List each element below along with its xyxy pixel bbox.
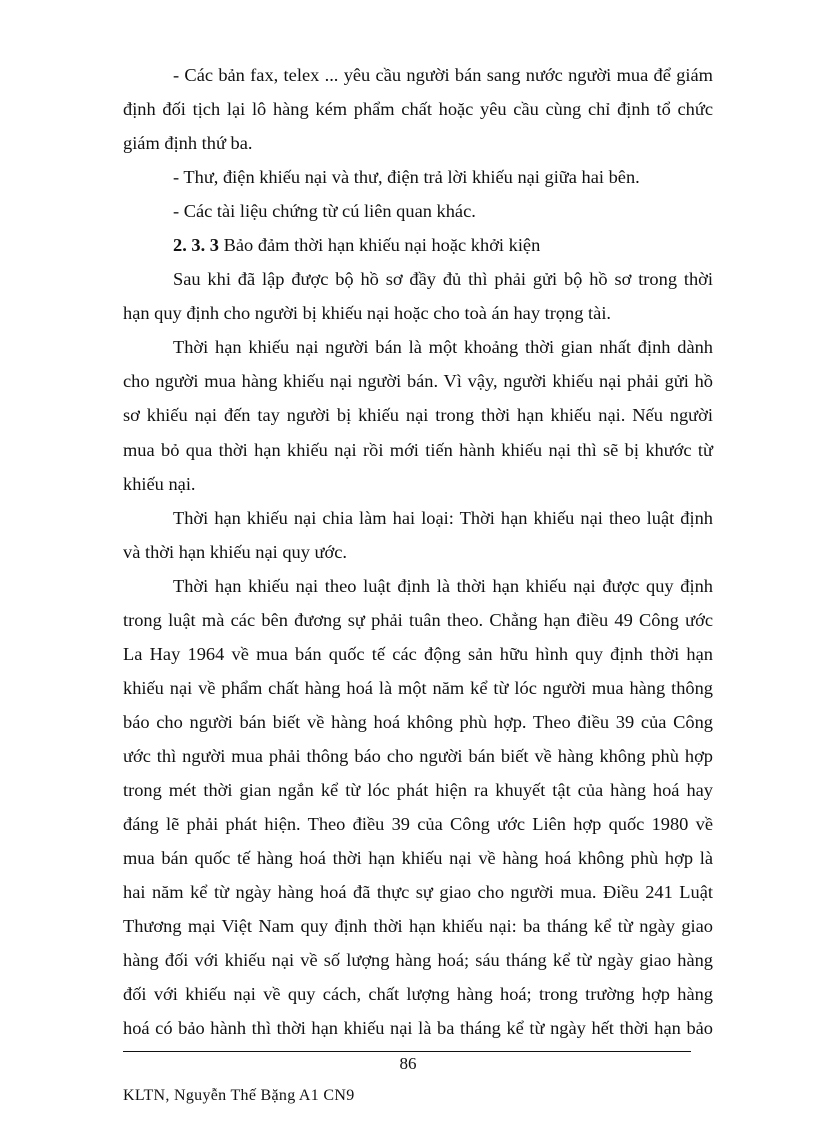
text-line: - Các tài liệu chứng từ cú liên quan khác. bbox=[173, 201, 476, 222]
text-line: ước thì người mua phải thông báo cho người bán biết về hàng không phù hợp bbox=[123, 745, 713, 766]
footer-author-line: KLTN, Nguyễn Thế Bặng A1 CN9 bbox=[123, 1087, 355, 1104]
text-line: Thời hạn khiếu nại theo luật định là thời hạn khiếu nại được quy định bbox=[173, 575, 713, 596]
text-line: mua bán quốc tế hàng hoá thời hạn khiếu nại về hàng hoá không phù hợp là bbox=[123, 848, 713, 869]
text-line: Thời hạn khiếu nại chia làm hai loại: Thời hạn khiếu nại theo luật định bbox=[173, 507, 713, 528]
text-line: Thương mại Việt Nam quy định thời hạn khiếu nại: ba tháng kể từ ngày giao bbox=[123, 916, 713, 937]
text-line: - Thư, điện khiếu nại và thư, điện trả lời khiếu nại giữa hai bên. bbox=[173, 167, 640, 188]
text-line: giám định thứ ba. bbox=[123, 133, 253, 154]
text-line: trong mét thời gian ngắn kể từ lóc phát hiện ra khuyết tật của hàng hoá hay bbox=[123, 779, 713, 800]
footer-divider bbox=[123, 1051, 691, 1052]
text-line: hàng đối với khiếu nại về số lượng hàng hoá; sáu tháng kể từ ngày giao hàng bbox=[123, 950, 713, 971]
text-line: Thời hạn khiếu nại người bán là một khoảng thời gian nhất định dành bbox=[173, 337, 713, 358]
text-line: đối với khiếu nại về quy cách, chất lượng hàng hoá; trong trường hợp hàng bbox=[123, 984, 713, 1005]
section-title: Bảo đảm thời hạn khiếu nại hoặc khởi kiện bbox=[223, 235, 541, 256]
text-line: - Các bản fax, telex ... yêu cầu người bán sang nước người mua để giám bbox=[173, 65, 713, 85]
text-line: sơ khiếu nại đến tay người bị khiếu nại trong thời hạn khiếu nại. Nếu người bbox=[123, 405, 713, 426]
text-line: La Hay 1964 về mua bán quốc tế các động sản hữu hình quy định thời hạn bbox=[123, 643, 713, 664]
text-line: đáng lẽ phải phát hiện. Theo điều 39 của Công ước Liên hợp quốc 1980 về bbox=[123, 814, 713, 835]
text-line: Sau khi đã lập được bộ hồ sơ đầy đủ thì phải gửi bộ hồ sơ trong thời bbox=[173, 269, 713, 290]
text-line: khiếu nại về phẩm chất hàng hoá là một năm kể từ lóc người mua hàng thông bbox=[123, 677, 713, 698]
text-line: và thời hạn khiếu nại quy ước. bbox=[123, 541, 348, 562]
text-line: mua bỏ qua thời hạn khiếu nại rồi mới tiến hành khiếu nại thì sẽ bị khước từ bbox=[123, 439, 713, 460]
text-line: hoá có bảo hành thì thời hạn khiếu nại là ba tháng kể từ ngày hết thời hạn bảo bbox=[123, 1018, 713, 1039]
text-line: hai năm kể từ ngày hàng hoá đã thực sự giao cho người mua. Điều 241 Luật bbox=[123, 882, 713, 903]
text-line: khiếu nại. bbox=[123, 473, 196, 494]
section-heading bbox=[123, 228, 713, 262]
body-text bbox=[123, 58, 713, 1045]
text-line: định đối tịch lại lô hàng kém phẩm chất hoặc yêu cầu cùng chỉ định tổ chức bbox=[123, 99, 713, 120]
text-line: trong luật mà các bên đương sự phải tuân theo. Chẳng hạn điều 49 Công ước bbox=[123, 609, 713, 630]
section-number: 2. 3. 3 bbox=[173, 235, 219, 256]
text-line: cho người mua hàng khiếu nại người bán. Vì vậy, người khiếu nại phải gửi hồ bbox=[123, 371, 713, 392]
text-line: hạn quy định cho người bị khiếu nại hoặc cho toà án hay trọng tài. bbox=[123, 303, 612, 324]
page-number: 86 bbox=[399, 1054, 417, 1073]
text-line: báo cho người bán biết về hàng hoá không phù hợp. Theo điều 39 của Công bbox=[123, 711, 713, 732]
